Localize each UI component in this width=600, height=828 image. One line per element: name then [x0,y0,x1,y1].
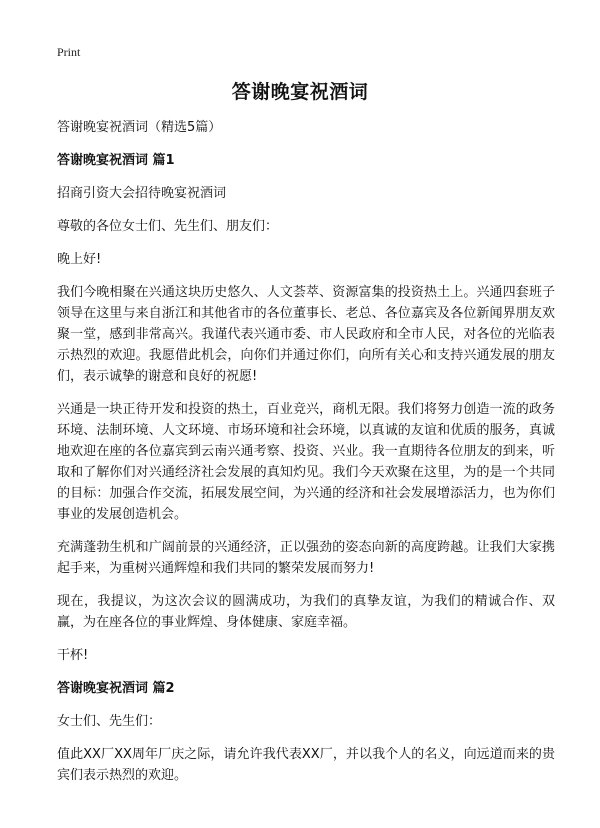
document-subtitle: 答谢晚宴祝酒词（精选5篇） [57,120,222,135]
paragraph: 晚上好! [57,252,102,267]
paragraph: 尊敬的各位女士们、先生们、朋友们： [57,219,279,234]
paragraph: 值此XX厂XX周年厂庆之际，请允许我代表XX厂，并以我个人的名义，向远道而来的贵宾们表示热烈的欢迎。 [57,747,555,783]
paragraph: 现在，我提议，为这次会议的圆满成功，为我们的真挚友谊，为我们的精诚合作、双赢，为在座各位的事业辉煌、身体健康、家庭幸福。 [57,594,555,630]
page-title: 答谢晚宴祝酒词 [231,81,369,103]
section-heading-2: 答谢晚宴祝酒词 篇2 [57,681,175,696]
paragraph: 招商引资大会招待晚宴祝酒词 [57,186,227,201]
section-heading-1: 答谢晚宴祝酒词 篇1 [57,153,175,168]
paragraph: 干杯! [57,648,89,663]
paragraph: 女士们、先生们： [57,714,162,729]
print-link[interactable]: Print [57,45,81,59]
paragraph: 兴通是一块正待开发和投资的热土，百业竞兴，商机无限。我们将努力创造一流的政务环境、法制环境、人文环境、市场环境和社会环境，以真诚的友谊和优质的服务，真诚地欢迎在座的各位嘉宾到云南兴通考察、投资、兴业。我一直期待各位朋友的到来，听取和了解你们对兴通经济社会发展的真知灼见。我们今天欢聚在这里，为的是一个共同的目标：加强合作交流，拓展发展空间，为兴通的经济和社会发展增添活力，也为你们事业的发展创造机会。 [57,402,555,522]
document-body [57,117,555,786]
paragraph: 充满蓬勃生机和广阔前景的兴通经济，正以强劲的姿态向新的高度跨越。让我们大家携起手来，为重树兴通辉煌和我们共同的繁荣发展而努力! [57,540,555,576]
paragraph: 我们今晚相聚在兴通这块历史悠久、人文荟萃、资源富集的投资热土上。兴通四套班子领导在这里与来自浙江和其他省市的各位董事长、老总、各位嘉宾及各位新闻界朋友欢聚一堂，感到非常高兴。我谨代表兴通市委、市人民政府和全市人民，对各位的光临表示热烈的欢迎。我愿借此机会，向你们并通过你们，向所有关心和支持兴通发展的朋友们，表示诚挚的谢意和良好的祝愿! [57,285,555,384]
